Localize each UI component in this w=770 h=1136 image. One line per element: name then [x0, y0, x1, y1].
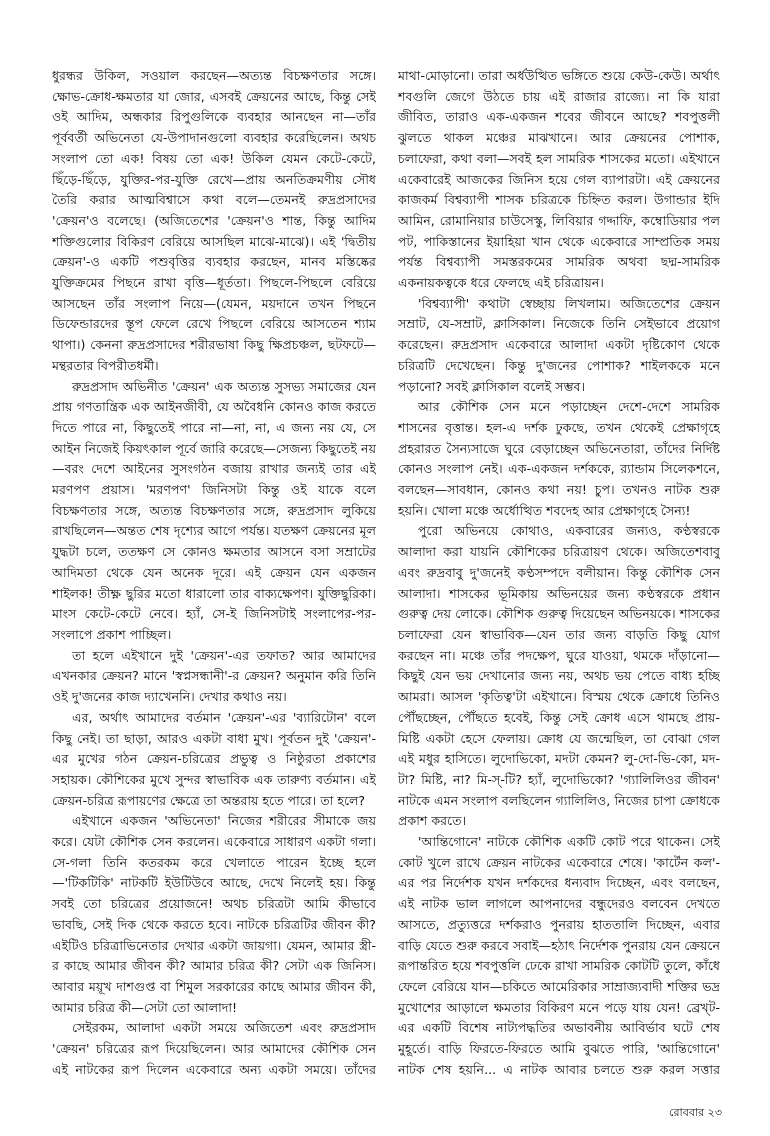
paragraph: তা হলে এইখানে দুই 'ক্রেয়ন'-এর তফাত? আর আমাদের এখনকার ক্রেয়ন? মানে 'স্বপ্নসন্ধানী'-র ক্রেয়ন? অনুমান করি তিনি ওই দু'জনের কাজ দ্যাখেননি। দেখার কথাও নয়।: [52, 647, 376, 705]
paragraph: এর, অর্থাৎ আমাদের বর্তমান 'ক্রেয়ন'-এর 'ব্যারিটোন' বলে কিছু নেই। তা ছাড়া, আরও একটা বাধা মুখ। পূর্বতন দুই 'ক্রেয়ন'-এর মুখের গঠন ক্রেয়ন-চরিত্রের প্রভুত্ব ও নিষ্ঠুরতা প্রকাশের সহায়ক। কৌশিকের মুখে সুন্দর স্বাভাবিক এক তারুণ্য বর্তমান। এই ক্রেয়ন-চরিত্র রূপায়ণের ক্ষেত্রে তা অন্তরায় হতে পারে। তা হলে?: [52, 709, 376, 808]
page-folio: রোববার ২৩: [669, 1106, 722, 1119]
paragraph: আর কৌশিক সেন মনে পড়াচ্ছেন দেশে-দেশে সামরিক শাসনের বৃত্তান্ত। হল-এ দর্শক ঢুকছে, তখন থেকেই প্রেক্ষাগৃহে প্রহরারত সৈন্যসাজে ঘুরে বেড়াচ্ছেন অভিনেতারা, তাঁদের নির্দিষ্ট কোনও সংলাপ নেই। এক-একজন দর্শককে, র‍্যান্ডাম সিলেকশনে, বলছেন—সাবধান, কোনও কথা নয়! চুপ। তখনও নাটক শুরু হয়নি। খোলা মঞ্চে অর্ধোত্থিত শবদেহ আর প্রেক্ষাগৃহে সৈন্য!: [398, 399, 720, 518]
article-column-right: [398, 66, 720, 1076]
paragraph: মাথা-মোড়ানো। তারা অর্ধউত্থিত ভঙ্গিতে শুয়ে কেউ-কেউ। অর্থাৎ শবগুলি জেগে উঠতে চায় এই রাজার রাজ্যে। না কি যারা জীবিত, তারাও এক-একজন শবের জীবনে আছে? শবপুত্তলী ঝুলতে থাকল মঞ্চের মাঝখানে। আর ক্রেয়নের পোশাক, চলাফেরা, কথা বলা—সবই হল সামরিক শাসকের মতো। এইখানে একেবারেই আজকের জিনিস হয়ে গেল ব্যাপারটা। এই ক্রেয়নের কাজকর্ম বিশ্বব্যাপী শাসক চরিত্রকে চিহ্নিত করল। উগান্ডার ইদি আমিন, রোমানিয়ার চাউসেস্কু, লিবিয়ার গদ্দাফি, কম্বোডিয়ার পল পট, পাকিস্তানের ইয়াহিয়া খান থেকে একেবারে সাম্প্রতিক সময় পর্যন্ত বিশ্বব্যাপী সমস্তরকমের সামরিক অথবা ছদ্ম-সামরিক একনায়কত্বকে ধরে ফেলছে এই চরিত্রায়ন।: [398, 68, 720, 291]
paragraph: সেইরকম, আলাদা একটা সময়ে অজিতেশ এবং রুদ্রপ্রসাদ 'ক্রেয়ন' চরিত্রের রূপ দিয়েছিলেন। আর আমাদের কৌশিক সেন এই নাটকের রূপ দিলেন একেবারে অন্য একটা সময়ে। তাঁদের: [52, 1020, 376, 1076]
paragraph: রুদ্রপ্রসাদ অভিনীত 'ক্রেয়ন' এক অত্যন্ত সুসভ্য সমাজের যেন প্রায় গণতান্ত্রিক এক আইনজীবী, যে অবৈধনি কোনও কাজ করতে দিতে পারে না, কিছুতেই পারে না—না, না, এ জন্য নয় যে, সে আইন নিজেই কিয়ৎকাল পূর্বে জারি করেছে—সেজন্য কিছুতেই নয়—বরং দেশে আইনের সুসংগঠন বজায় রাখার জন্যই তার এই মরণপণ প্রয়াস। 'মরণপণ' জিনিসটা কিন্তু ওই যাকে বলে বিচক্ষণতার সঙ্গে, অত্যন্ত বিচক্ষণতার সঙ্গে, রুদ্রপ্রসাদ লুকিয়ে রাখছিলেন—অন্তত শেষ দৃশ্যের আগে পর্যন্ত। যতক্ষণ ক্রেয়নের মূল যুদ্ধটা চলে, ততক্ষণ সে কোনও ক্ষমতার আসনে বসা সম্রাটের আদিমতা থেকে যেন অনেক দূরে। এই ক্রেয়ন যেন একজন শাইলক! তীক্ষ্ণ ছুরির মতো ধারালো তার বাক্যক্ষেপণ। যুক্তিছুরিকা। মাংস কেটে-কেটে নেবে। হ্যাঁ, সে-ই জিনিসটাই সংলাপের-পর-সংলাপে প্রকাশ পাচ্ছিল।: [52, 378, 376, 642]
article-column-left: [52, 66, 376, 1076]
paragraph: এইখানে একজন 'অভিনেতা' নিজের শরীরের সীমাকে জয় করে। যেটা কৌশিক সেন করলেন। একেবারে সাধারণ একটা গলা। সে-গলা তিনি কতরকম করে খেলাতে পারেন ইচ্ছে হলে—'টিকটিকি' নাটকটি ইউটিউবে আছে, দেখে নিলেই হয়। কিন্তু সবই তো চরিত্রের প্রয়োজনে! অথচ চরিত্রটা আমি কীভাবে ভাবছি, সেই দিক থেকে করতে হবে। নাটকে চরিত্রটির জীবন কী? এইটিও চরিত্রাভিনেতার দেখার একটা জায়গা। যেমন, আমার স্ত্রী-র কাছে আমার জীবন কী? আমার চরিত্র কী? সেটা এক জিনিস। আবার ময়ূখ দাশগুপ্ত বা শিমুল সরকারের কাছে আমার জীবন কী, আমার চরিত্র কী—সেটা তো আলাদা!: [52, 813, 376, 1015]
paragraph: ধুরন্ধর উকিল, সওয়াল করছেন—অত্যন্ত বিচক্ষণতার সঙ্গে। ক্ষোভ-ক্রোধ-ক্ষমতার যা জোর, এসবই ক্রেয়নের আছে, কিন্তু সেই ওই আদিম, অন্ধকার রিপুগুলিকে ব্যবহার আনছেন না—তাঁর পূর্ববর্তী অভিনেতা যে-উপাদানগুলো ব্যবহার করেছিলেন। অথচ সংলাপ তো এক! বিষয় তো এক! উকিল যেমন কেটে-কেটে, ছিঁড়ে-ছিঁড়ে, যুক্তির-পর-যুক্তি রেখে—প্রায় অনতিক্রমণীয় সৌধ তৈরি করার আত্মবিশ্বাসে কথা বলে—তেমনই রুদ্রপ্রসাদের 'ক্রেয়ন'ও বলেছে। (অজিতেশের 'ক্রেয়ন'ও শান্ত, কিন্তু আদিম শক্তিগুলোর বিকিরণ বেরিয়ে আসছিল মাঝে-মাঝে)। এই 'দ্বিতীয় ক্রেয়ন'-ও একটি পশুবৃত্তির ব্যবহার করছেন, মানব মস্তিষ্কের যুক্তিক্রমের পিছনে রাখা বৃত্তি—ধূর্ততা। পিছলে-পিছলে বেরিয়ে আসছেন তাঁর সংলাপ নিয়ে—(যেমন, ময়দানে তখন পিছনে ডিফেন্ডারদের স্তূপ ফেলে রেখে পিছলে বেরিয়ে আসতেন শ্যাম থাপা।) কেননা রুদ্রপ্রসাদের শরীরভাষা কিছু ক্ষিপ্রচঞ্চল, ছটফটে—মন্থরতার বিপরীতধর্মী।: [52, 68, 376, 373]
paragraph: 'বিশ্বব্যাপী' কথাটা স্বেচ্ছায় লিখলাম। অজিতেশের ক্রেয়ন সম্রাট, যে-সম্রাট, ক্লাসিকাল। নিজেকে তিনি সেইভাবে প্রয়োগ করেছেন। রুদ্রপ্রসাদ একেবারে আলাদা একটা দৃষ্টিকোণ থেকে চরিত্রটি দেখেছেন। কিন্তু দু'জনের পোশাক? শাইলককে মনে পড়ানো? সবই ক্লাসিকাল বলেই সম্ভব।: [398, 295, 720, 394]
paragraph: 'আন্তিগোনে' নাটকে কৌশিক একটি কোট পরে থাকেন। সেই কোট খুলে রাখে ক্রেয়ন নাটকের একেবারে শেষে। 'কার্টেন কল'-এর পর নির্দেশক যখন দর্শকদের ধন্যবাদ দিচ্ছেন, এবং বলছেন, এই নাটক ভাল লাগলে আপনাদের বন্ধুদেরও বলবেন দেখতে আসতে, প্রত্যুত্তরে দর্শকরাও পুনরায় হাততালি দিচ্ছেন, এবার বাড়ি যেতে শুরু করবে সবাই—হঠাৎ নির্দেশক পুনরায় যেন ক্রেয়নে রূপান্তরিত হয়ে শবপুত্তলি ঢেকে রাখা সামরিক কোটটি তুলে, কাঁধে ফেলে বেরিয়ে যান—চকিতে আমেরিকার সাম্রাজ্যবাদী শক্তির ভদ্র মুখোশের আড়ালে ক্ষমতার বিকিরণ মনে পড়ে যায় যেন! ব্রেখ্‌ট-এর একটি বিশেষ নাট্যপদ্ধতির অভাবনীয় আবির্ভাব ঘটে শেষ মুহূর্তে। বাড়ি ফিরতে-ফিরতে আমি বুঝতে পারি, 'আন্তিগোনে' নাটক শেষ হয়নি... এ নাটক আবার চলতে শুরু করল সত্তার: [398, 834, 720, 1076]
paragraph: পুরো অভিনয়ে কোথাও, একবারের জন্যও, কণ্ঠস্বরকে আলাদা করা যায়নি কৌশিকের চরিত্রায়ণ থেকে। অজিতেশবাবু এবং রুদ্রবাবু দু'জনেই কণ্ঠসম্পদে বলীয়ান। কিন্তু কৌশিক সেন আলাদা। শাসকের ভূমিকায় অভিনয়ের জন্য কণ্ঠস্বরকে প্রধান গুরুত্ব দেয় লোকে। কৌশিক গুরুত্ব দিয়েছেন অভিনয়কে। শাসকের চলাফেরা যেন স্বাভাবিক—যেন তার জন্য বাড়তি কিছু যোগ করছেন না। মঞ্চে তাঁর পদক্ষেপ, ঘুরে যাওয়া, থমকে দাঁড়ানো—কিছুই যেন ভয় দেখানোর জন্য নয়, অথচ ভয় পেতে বাধ্য হচ্ছি আমরা। আসল 'কৃতিত্ব'টা এইখানে। বিস্ময় থেকে ক্রোধে তিনিও পৌঁছচ্ছেন, পৌঁছতে হবেই, কিন্তু সেই ক্রোধ এসে থামছে প্রায়-মিষ্টি একটা হেসে ফেলায়। ক্রোধ যে জন্মেছিল, তা বোঝা গেল এই মধুর হাসিতে। লুদোভিকো, মদটা কেমন? লু-দো-ভি-কো, মদ-টা? মিষ্টি, না? মি-স্-টি? হ্যাঁ, লুদোভিকো? 'গ্যালিলিওর জীবন' নাটকে এমন সংলাপ বলছিলেন গ্যালিলিও, নিজের চাপা ক্রোধকে প্রকাশ করতে।: [398, 523, 720, 829]
